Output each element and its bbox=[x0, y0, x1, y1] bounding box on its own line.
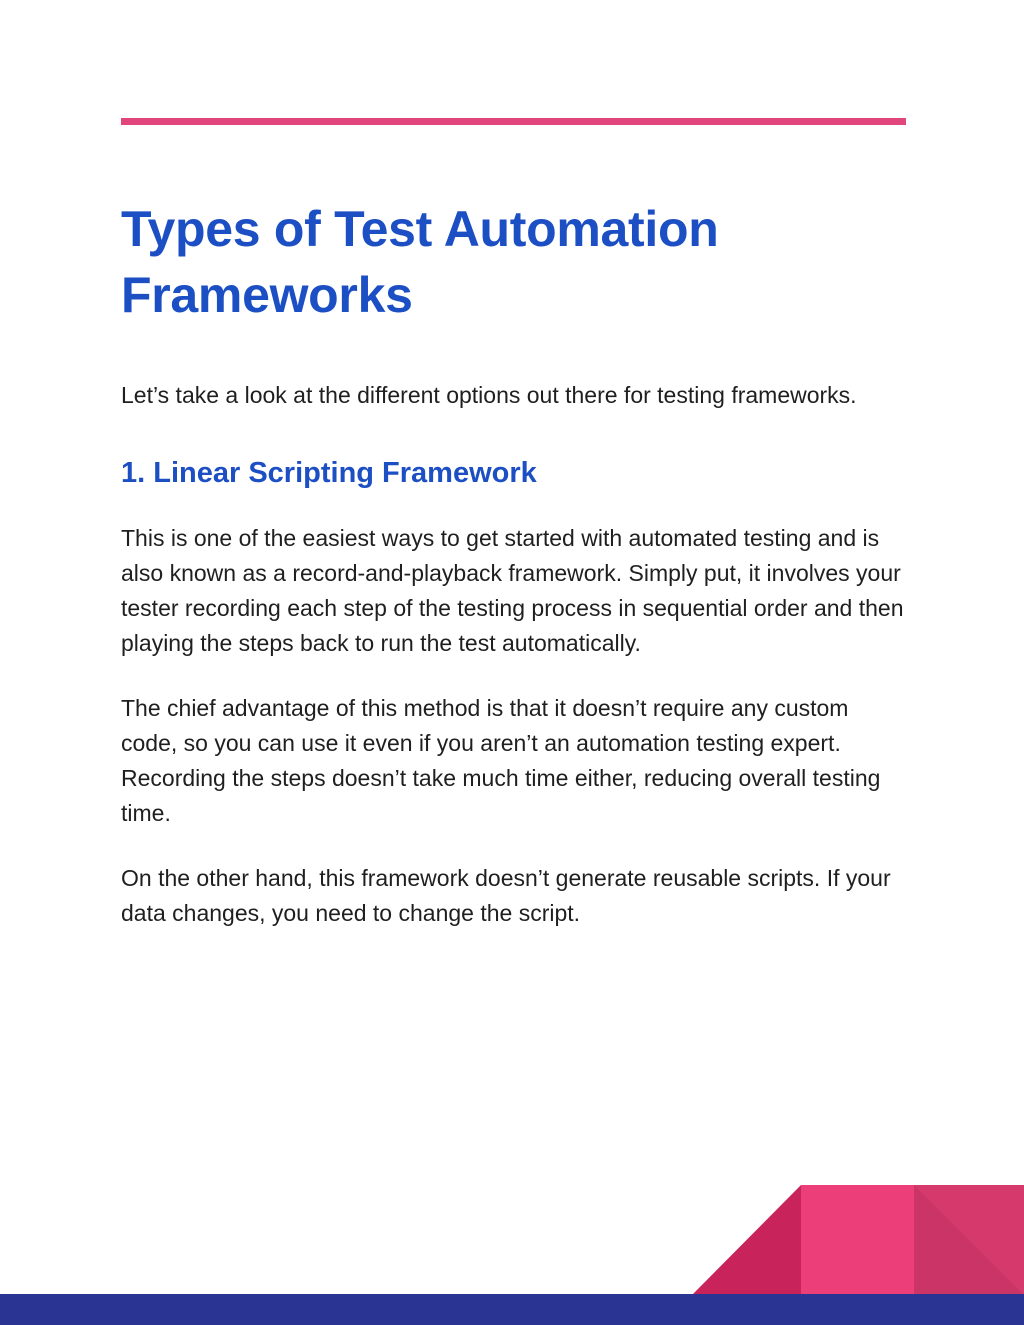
section-paragraph-2: The chief advantage of this method is that it doesn’t require any custom code, so you can use it even if you aren’t an automation testing expert. Recording the steps doesn’t take much time either, reducing overall testing time. bbox=[121, 695, 881, 826]
decor-block-pink bbox=[801, 1185, 914, 1295]
document-body bbox=[121, 196, 911, 931]
page-title: Types of Test Automation Frameworks bbox=[121, 201, 719, 323]
decor-triangle-crimson bbox=[692, 1185, 801, 1295]
section-paragraph-1: This is one of the easiest ways to get started with automated testing and is also known as a record-and-playback framework. Simply put, it involves your tester recording each step of the testing process in sequential order and then playing the steps back to run the test automatically. bbox=[121, 525, 904, 656]
section-heading-linear-scripting: 1. Linear Scripting Framework bbox=[121, 457, 537, 489]
intro-paragraph: Let’s take a look at the different options out there for testing frameworks. bbox=[121, 382, 857, 408]
footer-bar bbox=[0, 1294, 1024, 1325]
section-paragraph-3: On the other hand, this framework doesn’t generate reusable scripts. If your data changes, you need to change the script. bbox=[121, 865, 891, 926]
top-accent-rule bbox=[121, 118, 906, 125]
